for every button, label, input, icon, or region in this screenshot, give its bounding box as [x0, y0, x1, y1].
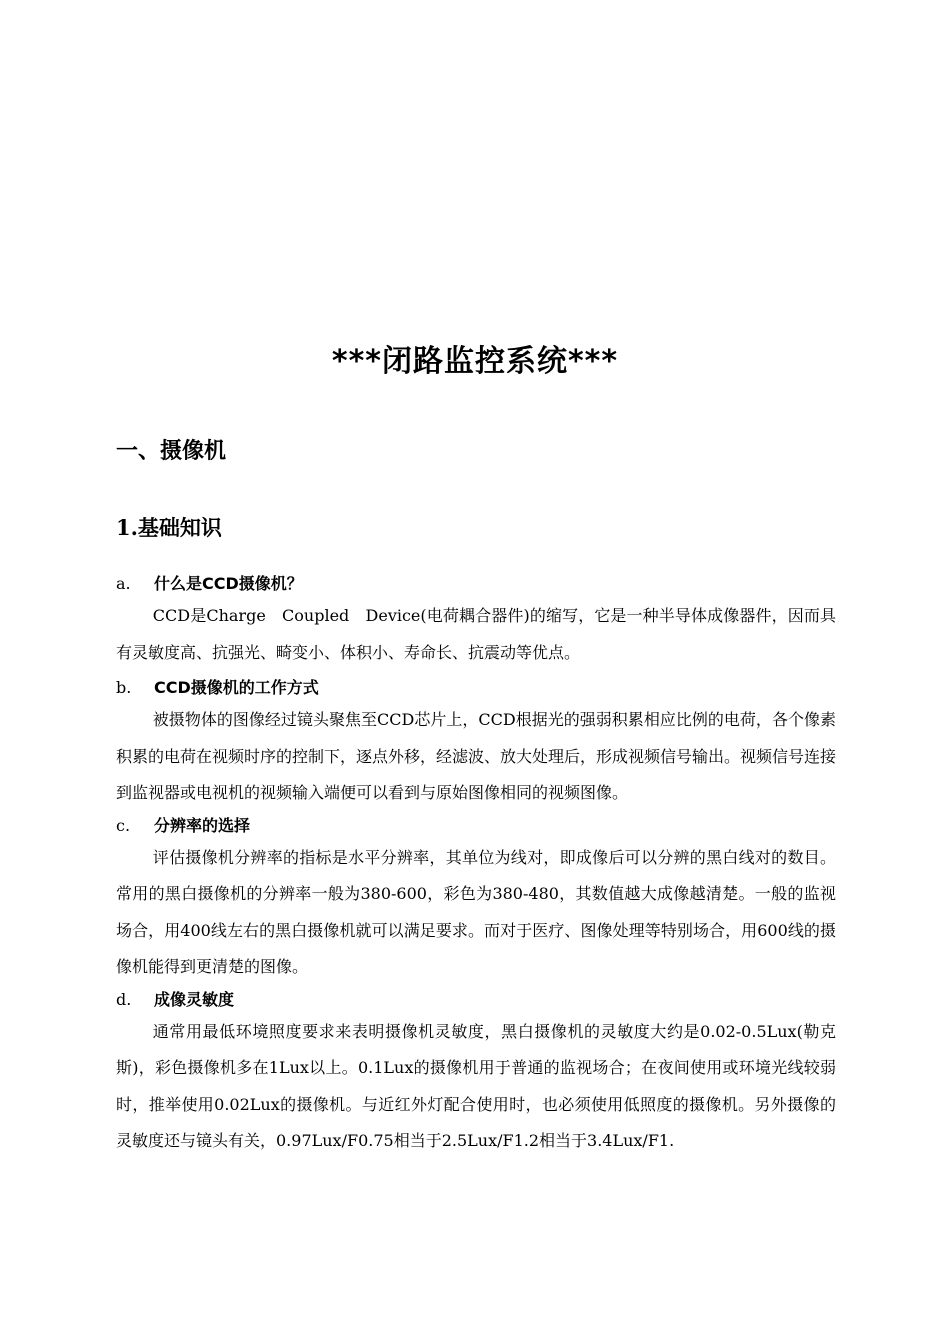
item-paragraph-c: 评估摄像机分辨率的指标是水平分辨率，其单位为线对，即成像后可以分辨的黑白线对的数目。常用的黑白摄像机的分辨率一般为380-600，彩色为380-480，其数值越大成像越清楚。一般的监视场合，用400线左右的黑白摄像机就可以满足要求。而对于医疗、图像处理等特别场合，用600线的摄像机能得到更清楚的图像。	[116, 847, 836, 976]
item-label: c.	[116, 815, 131, 835]
subsection-heading: 1.基础知识	[116, 515, 222, 540]
item-label: b.	[116, 678, 132, 697]
item-heading-text: 成像灵敏度	[154, 989, 235, 1009]
item-heading-a	[116, 570, 836, 598]
item-label: d.	[116, 989, 132, 1009]
item-heading-text: CCD摄像机的工作方式	[154, 678, 319, 697]
item-paragraph-d: 通常用最低环境照度要求来表明摄像机灵敏度，黑白摄像机的灵敏度大约是0.02-0.5Lux(勒克斯)，彩色摄像机多在1Lux以上。0.1Lux的摄像机用于普通的监视场合；在夜间使用或环境光线较弱时，推举使用0.02Lux的摄像机。与近红外灯配合使用时，也必须使用低照度的摄像机。另外摄像的灵敏度还与镜头有关，0.97Lux/F0.75相当于2.5Lux/F1.2相当于3.4Lux/F1.	[116, 1021, 836, 1150]
item-paragraph-a: CCD是Charge Coupled Device(电荷耦合器件)的缩写，它是一种半导体成像器件，因而具有灵敏度高、抗强光、畸变小、体积小、寿命长、抗震动等优点。	[116, 606, 836, 662]
item-heading-b	[116, 674, 836, 702]
document-title: ***闭路监控系统***	[331, 344, 619, 379]
item-label: a.	[116, 574, 131, 593]
item-heading-d	[116, 986, 836, 1014]
item-heading-c	[116, 812, 836, 840]
item-paragraph-b: 被摄物体的图像经过镜头聚焦至CCD芯片上，CCD根据光的强弱积累相应比例的电荷，各个像素积累的电荷在视频时序的控制下，逐点外移，经滤波、放大处理后，形成视频信号输出。视频信号连接到监视器或电视机的视频输入端便可以看到与原始图像相同的视频图像。	[116, 710, 837, 802]
item-heading-text: 什么是CCD摄像机？	[154, 574, 303, 593]
document-body	[116, 570, 836, 1160]
section-heading: 一、摄像机	[116, 439, 227, 464]
item-heading-text: 分辨率的选择	[154, 815, 251, 835]
